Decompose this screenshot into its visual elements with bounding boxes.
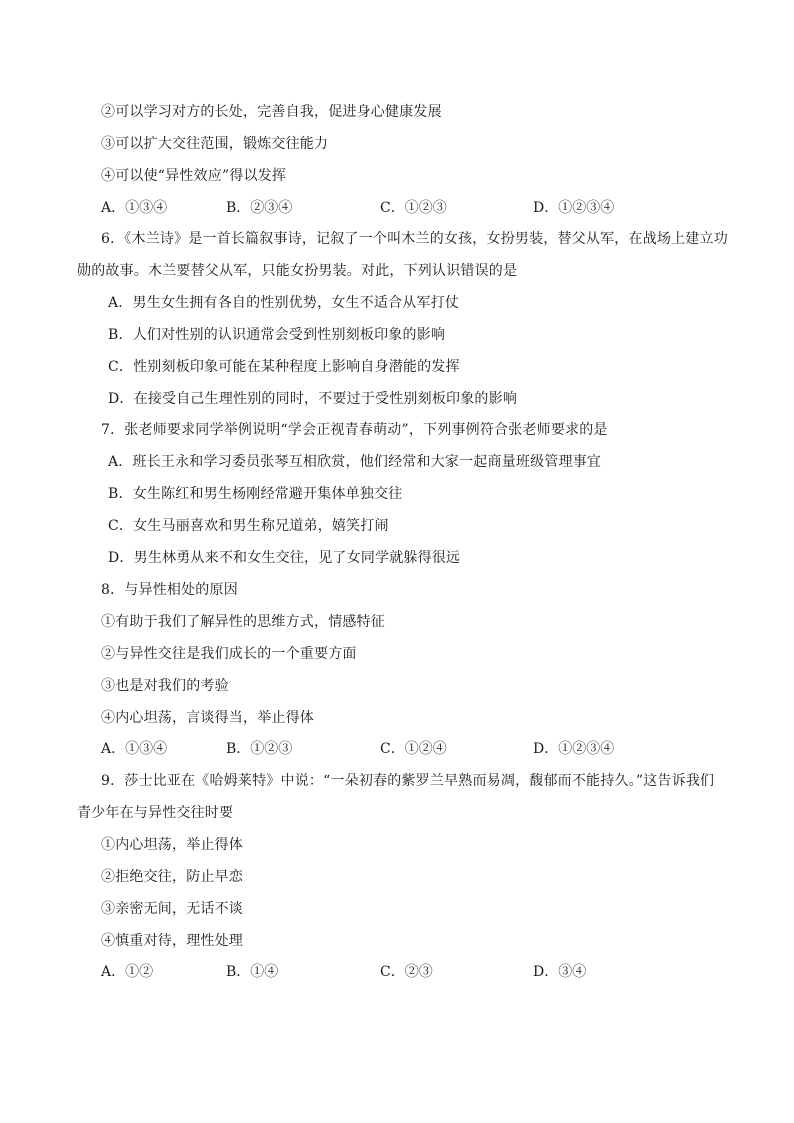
item-2: ②可以学习对方的长处，完善自我，促进身心健康发展 xyxy=(101,104,442,120)
q8-item-3: ③也是对我们的考验 xyxy=(101,678,229,694)
q9-item-2: ②拒绝交往，防止早恋 xyxy=(101,869,243,885)
q9-option-d: D．③④ xyxy=(533,964,587,980)
q8-option-b: B．①②③ xyxy=(226,741,293,757)
item-3: ③可以扩大交往范围，锻炼交往能力 xyxy=(101,136,329,152)
q6-option-d: D．在接受自己生理性别的同时，不要过于受性别刻板印象的影响 xyxy=(108,391,518,407)
q8-option-a: A．①③④ xyxy=(101,741,168,757)
option-d: D．①②③④ xyxy=(533,200,615,216)
q9-option-c: C．②③ xyxy=(380,964,433,980)
q7-option-c: C．女生马丽喜欢和男生称兄道弟，嬉笑打闹 xyxy=(108,518,389,534)
q8-stem: 8．与异性相处的原因 xyxy=(101,582,238,598)
option-b: B．②③④ xyxy=(226,200,293,216)
q6-option-c: C．性别刻板印象可能在某种程度上影响自身潜能的发挥 xyxy=(108,359,460,375)
q9-option-b: B．①④ xyxy=(226,964,279,980)
q6-stem-line1: 6．《木兰诗》是一首长篇叙事诗，记叙了一个叫木兰的女孩，女扮男装，替父从军，在战场上建立功 xyxy=(101,231,728,247)
q7-stem: 7．张老师要求同学举例说明“学会正视青春萌动”，下列事例符合张老师要求的是 xyxy=(101,422,608,438)
q6-option-a: A．男生女生拥有各自的性别优势，女生不适合从军打仗 xyxy=(108,295,460,311)
q6-option-b: B．人们对性别的认识通常会受到性别刻板印象的影响 xyxy=(108,327,446,343)
q7-option-b: B．女生陈红和男生杨刚经常避开集体单独交往 xyxy=(108,486,403,502)
q9-item-3: ③亲密无间，无话不谈 xyxy=(101,901,243,917)
option-c: C．①②③ xyxy=(380,200,447,216)
q8-option-c: C．①②④ xyxy=(380,741,447,757)
q9-item-1: ①内心坦荡，举止得体 xyxy=(101,837,243,853)
q8-item-1: ①有助于我们了解异性的思维方式，情感特征 xyxy=(101,614,385,630)
q6-stem-line2: 勋的故事。木兰要替父从军，只能女扮男装。对此，下列认识错误的是 xyxy=(77,263,518,279)
q7-option-d: D．男生林勇从来不和女生交往，见了女同学就躲得很远 xyxy=(108,550,461,566)
q9-item-4: ④慎重对待，理性处理 xyxy=(101,933,243,949)
q8-option-d: D．①②③④ xyxy=(533,741,615,757)
q9-option-a: A．①② xyxy=(101,964,154,980)
option-a: A．①③④ xyxy=(101,200,168,216)
item-4: ④可以使“异性效应”得以发挥 xyxy=(101,168,287,184)
q8-item-4: ④内心坦荡，言谈得当，举止得体 xyxy=(101,710,314,726)
q8-item-2: ②与异性交往是我们成长的一个重要方面 xyxy=(101,646,357,662)
q9-stem-line1: 9．莎士比亚在《哈姆莱特》中说：“一朵初春的紫罗兰早熟而易凋，馥郁而不能持久。”这告诉我们 xyxy=(101,773,715,789)
q7-option-a: A．班长王永和学习委员张琴互相欣赏，他们经常和大家一起商量班级管理事宜 xyxy=(108,454,602,470)
q9-stem-line2: 青少年在与异性交往时要 xyxy=(77,805,234,821)
